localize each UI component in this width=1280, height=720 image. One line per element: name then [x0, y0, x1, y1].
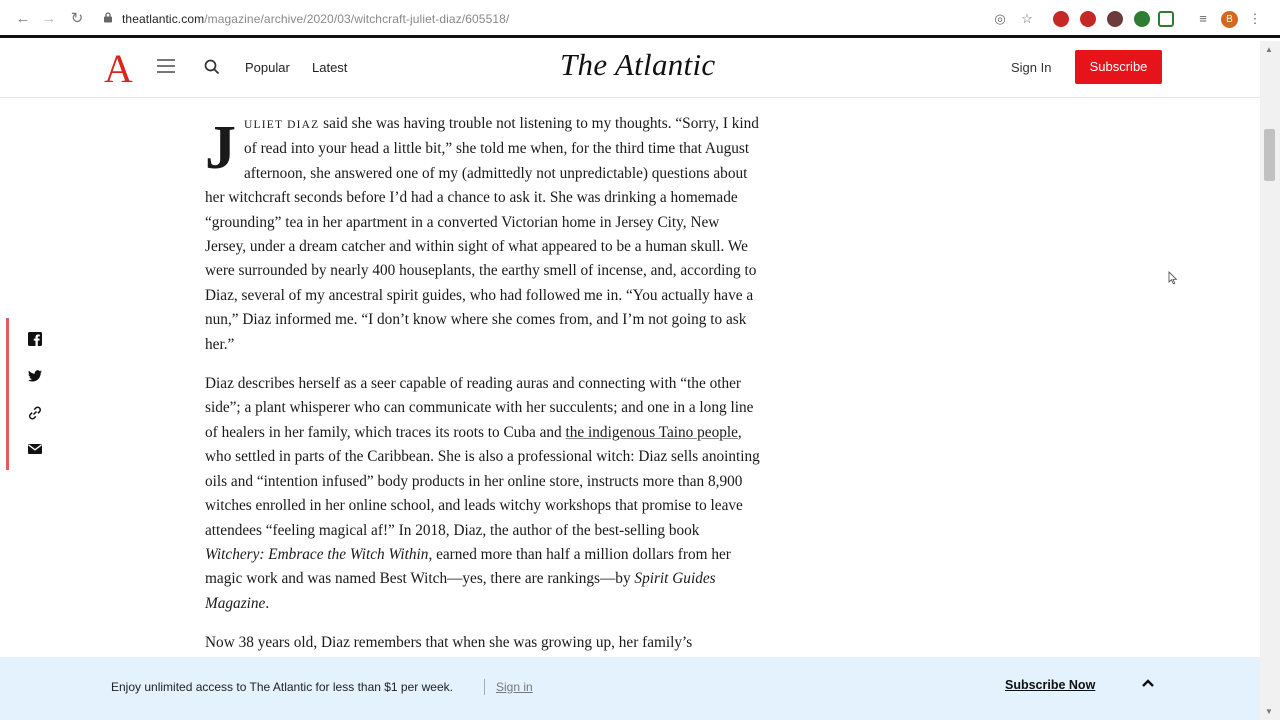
address-bar[interactable]	[122, 12, 509, 26]
scrollbar[interactable]	[1260, 41, 1280, 720]
nav-popular[interactable]: Popular	[245, 60, 290, 75]
media-icon[interactable]: ≡	[1199, 11, 1207, 26]
drop-cap: J	[205, 114, 236, 182]
extension-icon[interactable]	[1107, 11, 1123, 27]
browser-toolbar	[0, 0, 1280, 38]
avatar[interactable]: B	[1221, 11, 1238, 28]
menu-dots-icon[interactable]: ⋮	[1248, 11, 1262, 26]
facebook-icon[interactable]	[27, 331, 43, 347]
banner-divider	[484, 679, 485, 695]
scrollbar-thumb[interactable]	[1264, 129, 1275, 181]
masthead[interactable]: The Atlantic	[560, 47, 716, 82]
extension-icon[interactable]	[1134, 11, 1150, 27]
extension-icon[interactable]	[1053, 11, 1069, 27]
magazine-title: Spirit Guides Magazine	[205, 570, 716, 612]
banner-message: Enjoy unlimited access to The Atlantic for less than $1 per week.	[111, 680, 453, 694]
hamburger-menu-icon[interactable]	[157, 59, 175, 73]
search-icon[interactable]	[204, 59, 220, 75]
subscribe-button[interactable]: Subscribe	[1075, 50, 1162, 84]
reload-icon[interactable]: ↻	[70, 10, 84, 27]
banner-sign-in-link[interactable]: Sign in	[496, 680, 533, 694]
url-path: /magazine/archive/2020/03/witchcraft-juliet-diaz/605518/	[204, 12, 510, 26]
taino-link[interactable]: the indigenous Taino people	[565, 423, 738, 441]
email-icon[interactable]	[27, 441, 43, 457]
paragraph-text: Diaz describes herself as a seer capable of reading auras and connecting with “the other side”; a plant whisperer who can communicate with her succulents; and one in a long line of healers in her family, which traces its roots to Cuba and	[205, 375, 754, 441]
paragraph-text: , earned more than half a million dollars from her magic work and was named Best Witch—yes, there are rankings—by	[205, 545, 731, 588]
star-icon[interactable]: ☆	[1021, 11, 1033, 26]
extension-icon[interactable]	[1080, 11, 1096, 27]
location-icon[interactable]: ◎	[994, 11, 1006, 26]
article-paragraph: Now 38 years old, Diaz remembers that when she was growing up, her family’s	[205, 634, 693, 652]
forward-icon[interactable]: →	[41, 10, 57, 27]
sign-in-link[interactable]: Sign In	[1011, 60, 1052, 75]
article-paragraph	[205, 372, 761, 616]
article-body	[205, 112, 761, 671]
subscription-banner	[0, 657, 1260, 720]
scroll-down-icon[interactable]: ▼	[1265, 707, 1273, 716]
nav-latest[interactable]: Latest	[312, 60, 348, 75]
link-icon[interactable]	[27, 405, 43, 421]
scroll-up-icon[interactable]: ▲	[1265, 45, 1273, 54]
share-rail-divider	[6, 318, 9, 470]
paragraph-text: .	[265, 594, 270, 612]
chevron-up-icon[interactable]	[1140, 675, 1156, 691]
lead-in: ULIET DIAZ	[244, 119, 320, 131]
article-paragraph	[205, 112, 761, 357]
mouse-cursor-icon	[1168, 271, 1178, 285]
paragraph-text: , who settled in parts of the Caribbean. She is also a professional witch: Diaz sells anointing oils and “intention infused” body products in her online store, instructs more than 8,900 witches enrolled in her online school, and leads witchy workshops that promise to leave attendees “feeling magical af!” In 2018, Diaz, the author of the best-selling book	[205, 423, 760, 539]
lock-icon	[103, 12, 113, 23]
paragraph-text: said she was having trouble not listening to my thoughts. “Sorry, I kind of read into your head a little bit,” she told me when, for the third time that August afternoon, she answered one of my (admittedly not unpredictable) questions about her witchcraft seconds before I’d had a chance to ask it. She was drinking a homemade “grounding” tea in her apartment in a converted Victorian home in Jersey City, New Jersey, under a dream catcher and within sight of what appeared to be a human skull. We were surrounded by nearly 400 houseplants, the earthy smell of incense, and, according to Diaz, several of my ancestral spirit guides, who had followed me in. “You actually have a nun,” Diaz informed me. “I don’t know where she comes from, and I’m not going to ask her.”	[205, 115, 759, 353]
back-icon[interactable]: ←	[15, 10, 31, 27]
book-title: Witchery: Embrace the Witch Within	[205, 545, 429, 563]
extension-icon[interactable]	[1158, 11, 1174, 27]
subscribe-now-link[interactable]: Subscribe Now	[1005, 678, 1096, 692]
twitter-icon[interactable]	[27, 368, 43, 384]
url-domain: theatlantic.com	[122, 12, 205, 26]
site-header	[0, 41, 1260, 98]
logo[interactable]: A	[104, 46, 133, 91]
